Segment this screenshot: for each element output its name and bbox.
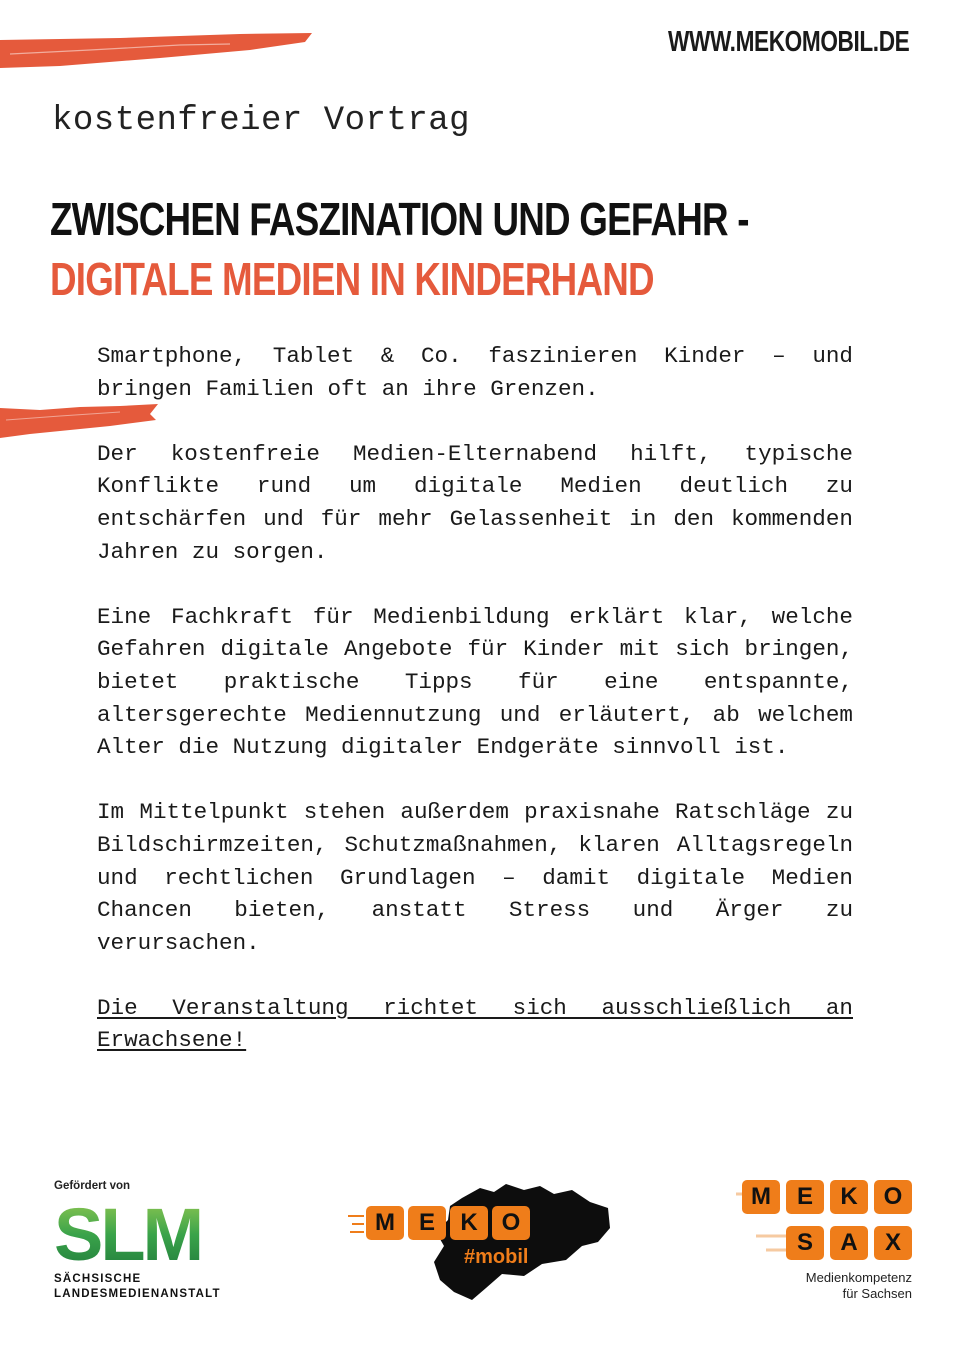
funded-by-label: Gefördert von [54,1180,131,1192]
mekosax-tile: X [874,1226,912,1260]
meko-mobil-logo [348,1178,613,1303]
brush-stroke-top [0,28,315,72]
body-paragraph: Im Mittelpunkt stehen außerdem praxisnahe Ratschläge zu Bildschirmzeiten, Schutzmaßnahmen, klaren Alltagsregeln und rechtlichen Grundlagen – damit digitale Medien Chancen bieten, anstatt Stress und Ärger zu verursachen. [97,799,853,956]
event-type-label: kostenfreier Vortrag [52,102,471,140]
mekosax-tile: S [786,1226,824,1260]
speed-lines-icon [348,1210,366,1238]
headline-line-1: ZWISCHEN FASZINATION UND GEFAHR - [50,193,749,245]
body-paragraph: Eine Fachkraft für Medienbildung erklärt klar, welche Gefahren digitale Angebote für Kinder mit sich bringen, bietet praktische Tipps für eine entspannte, altersgerechte Mediennutzung und erläutert, ab welchem Alter die Nutzung digitaler Endgeräte sinnvoll ist. [97,603,853,761]
body-paragraph: Smartphone, Tablet & Co. faszinieren Kinder – und bringen Familien oft an ihre Grenzen. [97,343,853,402]
mekosax-tile: E [786,1180,824,1214]
site-url[interactable]: WWW.MEKOMOBIL.DE [667,26,909,58]
mekosax-tile: A [830,1226,868,1260]
meko-tile: O [492,1206,530,1240]
meko-tile: M [366,1206,404,1240]
mekosax-caption-line-2: für Sachsen [842,1286,912,1301]
slm-mark [54,1202,229,1268]
meko-sax-logo [718,1178,918,1303]
slm-mark-text: SLM [54,1202,202,1268]
headline-line-2: DIGITALE MEDIEN IN KINDERHAND [50,253,654,305]
audience-notice: Die Veranstaltung richtet sich ausschließlich an Erwachsene! [97,994,853,1054]
saxony-map-icon [432,1180,612,1302]
mekosax-caption-line-1: Medienkompetenz [805,1270,912,1285]
mekosax-tile: K [830,1180,868,1214]
body-paragraph: Der kostenfreie Medien-Elternabend hilft, typische Konflikte rund um digitale Medien deutlich zu entschärfen und für mehr Gelassenheit in den kommenden Jahren zu sorgen. [97,440,853,565]
body-text [97,340,853,1057]
mobil-tag: #mobil [464,1246,529,1268]
slm-logo [54,1180,254,1310]
slm-name-line-1: SÄCHSISCHE [54,1273,142,1285]
meko-tile: E [408,1206,446,1240]
mekosax-tile: O [874,1180,912,1214]
meko-tile: K [450,1206,488,1240]
mekosax-tile: M [742,1180,780,1214]
slm-name-line-2: LANDESMEDIENANSTALT [54,1288,221,1300]
